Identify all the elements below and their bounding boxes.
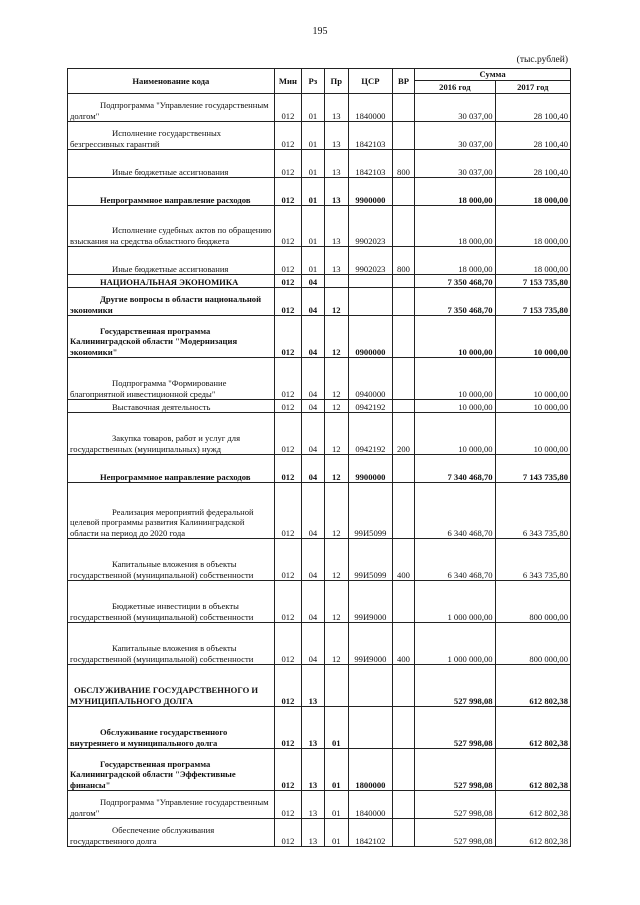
row-vr [392, 288, 414, 316]
row-name: Обслуживание государственного внутреннего и муниципального долга [68, 707, 275, 749]
row-name: Подпрограмма "Управление государственным долгом" [68, 791, 275, 819]
row-csr [348, 275, 392, 288]
row-min: 012 [274, 206, 301, 247]
row-rz: 01 [302, 122, 324, 150]
row-min: 012 [274, 275, 301, 288]
row-amount-2017: 28 100,40 [495, 94, 570, 122]
units-label: (тыс.рублей) [516, 55, 568, 65]
row-vr: 800 [392, 247, 414, 275]
row-name: Реализация мероприятий федеральной целевой программы развития Калининградской области на период до 2020 года [68, 483, 275, 539]
header-rz: Рз [302, 69, 324, 94]
row-vr: 400 [392, 623, 414, 665]
row-vr [392, 122, 414, 150]
row-pr: 13 [324, 178, 348, 206]
row-pr: 13 [324, 206, 348, 247]
row-amount-2016: 7 350 468,70 [415, 275, 495, 288]
table-row [68, 122, 571, 150]
table-row [68, 206, 571, 247]
row-vr: 800 [392, 150, 414, 178]
row-amount-2016: 10 000,00 [415, 358, 495, 400]
row-amount-2016: 7 350 468,70 [415, 288, 495, 316]
row-amount-2017: 7 153 735,80 [495, 288, 570, 316]
row-amount-2016: 18 000,00 [415, 178, 495, 206]
row-name: Закупка товаров, работ и услуг для государственных (муниципальных) нужд [68, 413, 275, 455]
row-pr: 12 [324, 413, 348, 455]
row-amount-2016: 10 000,00 [415, 400, 495, 413]
row-name: Государственная программа Калининградской области "Модернизация экономики" [68, 316, 275, 358]
row-min: 012 [274, 455, 301, 483]
row-amount-2017: 6 343 735,80 [495, 483, 570, 539]
row-csr: 1842102 [348, 819, 392, 847]
table-row [68, 749, 571, 791]
row-vr [392, 94, 414, 122]
table-row [68, 455, 571, 483]
row-rz: 04 [302, 483, 324, 539]
table-row [68, 288, 571, 316]
row-rz: 01 [302, 150, 324, 178]
row-amount-2017: 10 000,00 [495, 400, 570, 413]
row-name: Капитальные вложения в объекты государственной (муниципальной) собственности [68, 623, 275, 665]
header-csr: ЦСР [348, 69, 392, 94]
row-csr: 99И9000 [348, 623, 392, 665]
row-name: Исполнение государственных безгрессивных гарантий [68, 122, 275, 150]
table-row [68, 400, 571, 413]
row-rz: 04 [302, 275, 324, 288]
row-min: 012 [274, 539, 301, 581]
row-rz: 01 [302, 247, 324, 275]
header-2017: 2017 год [495, 81, 570, 94]
row-amount-2016: 6 340 468,70 [415, 483, 495, 539]
row-amount-2016: 6 340 468,70 [415, 539, 495, 581]
row-csr: 1842103 [348, 150, 392, 178]
table-row [68, 150, 571, 178]
row-name: Подпрограмма "Формирование благоприятной инвестиционной среды" [68, 358, 275, 400]
header-name: Наименование кода [68, 69, 275, 94]
row-vr [392, 206, 414, 247]
row-name: Иные бюджетные ассигнования [68, 247, 275, 275]
row-rz: 01 [302, 178, 324, 206]
table-row [68, 623, 571, 665]
row-name: Бюджетные инвестиции в объекты государственной (муниципальной) собственности [68, 581, 275, 623]
row-rz: 04 [302, 413, 324, 455]
row-vr [392, 358, 414, 400]
row-name: Выставочная деятельность [68, 400, 275, 413]
row-vr [392, 665, 414, 707]
row-amount-2016: 527 998,08 [415, 665, 495, 707]
row-rz: 04 [302, 539, 324, 581]
table-row [68, 581, 571, 623]
row-pr: 12 [324, 288, 348, 316]
row-amount-2016: 30 037,00 [415, 122, 495, 150]
row-vr: 200 [392, 413, 414, 455]
header-pr: Пр [324, 69, 348, 94]
row-rz: 13 [302, 665, 324, 707]
row-vr [392, 178, 414, 206]
row-min: 012 [274, 791, 301, 819]
row-pr: 12 [324, 483, 348, 539]
row-csr: 9902023 [348, 247, 392, 275]
row-csr: 9900000 [348, 178, 392, 206]
row-csr [348, 707, 392, 749]
row-pr [324, 275, 348, 288]
row-amount-2017: 612 802,38 [495, 665, 570, 707]
row-vr [392, 316, 414, 358]
table-row [68, 539, 571, 581]
table-row [68, 94, 571, 122]
row-amount-2017: 7 153 735,80 [495, 275, 570, 288]
row-amount-2016: 10 000,00 [415, 316, 495, 358]
row-pr: 13 [324, 150, 348, 178]
row-amount-2017: 612 802,38 [495, 819, 570, 847]
row-csr: 1840000 [348, 791, 392, 819]
row-min: 012 [274, 623, 301, 665]
row-pr [324, 665, 348, 707]
row-min: 012 [274, 483, 301, 539]
row-amount-2017: 7 143 735,80 [495, 455, 570, 483]
row-csr: 99И5099 [348, 539, 392, 581]
row-amount-2017: 10 000,00 [495, 316, 570, 358]
row-amount-2016: 10 000,00 [415, 413, 495, 455]
row-amount-2017: 10 000,00 [495, 358, 570, 400]
row-csr: 1840000 [348, 94, 392, 122]
row-csr: 9900000 [348, 455, 392, 483]
row-csr [348, 288, 392, 316]
row-pr: 12 [324, 358, 348, 400]
row-name: Капитальные вложения в объекты государственной (муниципальной) собственности [68, 539, 275, 581]
table-row [68, 275, 571, 288]
row-name: Иные бюджетные ассигнования [68, 150, 275, 178]
row-amount-2017: 28 100,40 [495, 122, 570, 150]
row-vr: 400 [392, 539, 414, 581]
row-min: 012 [274, 178, 301, 206]
row-rz: 04 [302, 358, 324, 400]
row-amount-2016: 18 000,00 [415, 247, 495, 275]
row-csr: 99И5099 [348, 483, 392, 539]
row-rz: 04 [302, 623, 324, 665]
row-min: 012 [274, 358, 301, 400]
row-rz: 04 [302, 581, 324, 623]
row-amount-2016: 30 037,00 [415, 94, 495, 122]
row-rz: 04 [302, 288, 324, 316]
row-pr: 01 [324, 791, 348, 819]
row-pr: 12 [324, 316, 348, 358]
row-amount-2017: 18 000,00 [495, 206, 570, 247]
row-amount-2017: 800 000,00 [495, 623, 570, 665]
row-pr: 13 [324, 247, 348, 275]
row-min: 012 [274, 288, 301, 316]
row-min: 012 [274, 707, 301, 749]
row-pr: 01 [324, 819, 348, 847]
table-row [68, 358, 571, 400]
row-rz: 13 [302, 819, 324, 847]
row-amount-2016: 527 998,08 [415, 819, 495, 847]
row-csr: 0900000 [348, 316, 392, 358]
table-row [68, 178, 571, 206]
row-amount-2017: 800 000,00 [495, 581, 570, 623]
table-row [68, 247, 571, 275]
header-sum: Сумма [415, 69, 571, 81]
row-rz: 04 [302, 316, 324, 358]
row-min: 012 [274, 247, 301, 275]
row-rz: 13 [302, 749, 324, 791]
row-min: 012 [274, 122, 301, 150]
row-name: Подпрограмма "Управление государственным долгом" [68, 94, 275, 122]
row-csr: 9902023 [348, 206, 392, 247]
row-amount-2016: 30 037,00 [415, 150, 495, 178]
row-amount-2017: 612 802,38 [495, 707, 570, 749]
row-amount-2016: 1 000 000,00 [415, 623, 495, 665]
row-vr [392, 275, 414, 288]
row-name: ОБСЛУЖИВАНИЕ ГОСУДАРСТВЕННОГО И МУНИЦИПАЛЬНОГО ДОЛГА [68, 665, 275, 707]
table-row [68, 413, 571, 455]
row-min: 012 [274, 581, 301, 623]
table-row [68, 819, 571, 847]
row-amount-2017: 612 802,38 [495, 749, 570, 791]
row-csr: 99И9000 [348, 581, 392, 623]
row-name: Непрограммное направление расходов [68, 455, 275, 483]
row-amount-2016: 7 340 468,70 [415, 455, 495, 483]
row-csr: 1842103 [348, 122, 392, 150]
row-rz: 01 [302, 94, 324, 122]
row-vr [392, 400, 414, 413]
row-rz: 13 [302, 791, 324, 819]
row-amount-2016: 1 000 000,00 [415, 581, 495, 623]
row-csr: 0942192 [348, 400, 392, 413]
row-amount-2016: 18 000,00 [415, 206, 495, 247]
row-vr [392, 707, 414, 749]
row-name: Непрограммное направление расходов [68, 178, 275, 206]
row-rz: 13 [302, 707, 324, 749]
page-number: 195 [312, 26, 328, 37]
row-rz: 04 [302, 400, 324, 413]
row-amount-2016: 527 998,08 [415, 749, 495, 791]
row-min: 012 [274, 150, 301, 178]
row-vr [392, 749, 414, 791]
row-pr: 12 [324, 623, 348, 665]
header-min: Мин [274, 69, 301, 94]
row-csr: 1800000 [348, 749, 392, 791]
row-name: Обеспечение обслуживания государственного долга [68, 819, 275, 847]
header-2016: 2016 год [415, 81, 495, 94]
row-min: 012 [274, 413, 301, 455]
row-pr: 12 [324, 400, 348, 413]
header-vr: ВР [392, 69, 414, 94]
row-csr: 0940000 [348, 358, 392, 400]
row-min: 012 [274, 819, 301, 847]
table-row [68, 791, 571, 819]
row-csr [348, 665, 392, 707]
row-csr: 0942192 [348, 413, 392, 455]
row-name: Государственная программа Калининградской области "Эффективные финансы" [68, 749, 275, 791]
row-amount-2017: 10 000,00 [495, 413, 570, 455]
table-row [68, 665, 571, 707]
row-amount-2016: 527 998,08 [415, 791, 495, 819]
row-amount-2017: 612 802,38 [495, 791, 570, 819]
row-pr: 01 [324, 707, 348, 749]
row-pr: 13 [324, 94, 348, 122]
row-amount-2017: 28 100,40 [495, 150, 570, 178]
row-vr [392, 819, 414, 847]
row-vr [392, 581, 414, 623]
row-rz: 04 [302, 455, 324, 483]
row-vr [392, 791, 414, 819]
row-amount-2017: 18 000,00 [495, 178, 570, 206]
row-pr: 12 [324, 539, 348, 581]
row-pr: 12 [324, 455, 348, 483]
row-name: Исполнение судебных актов по обращению взыскания на средства областного бюджета [68, 206, 275, 247]
row-min: 012 [274, 749, 301, 791]
row-name: Другие вопросы в области национальной экономики [68, 288, 275, 316]
row-pr: 12 [324, 581, 348, 623]
table-row [68, 316, 571, 358]
row-pr: 13 [324, 122, 348, 150]
row-pr: 01 [324, 749, 348, 791]
row-vr [392, 483, 414, 539]
row-amount-2016: 527 998,08 [415, 707, 495, 749]
row-min: 012 [274, 665, 301, 707]
table-row [68, 707, 571, 749]
row-amount-2017: 18 000,00 [495, 247, 570, 275]
row-min: 012 [274, 400, 301, 413]
row-min: 012 [274, 316, 301, 358]
budget-table [67, 68, 571, 847]
row-vr [392, 455, 414, 483]
row-amount-2017: 6 343 735,80 [495, 539, 570, 581]
row-name: НАЦИОНАЛЬНАЯ ЭКОНОМИКА [68, 275, 275, 288]
row-min: 012 [274, 94, 301, 122]
row-rz: 01 [302, 206, 324, 247]
table-row [68, 483, 571, 539]
